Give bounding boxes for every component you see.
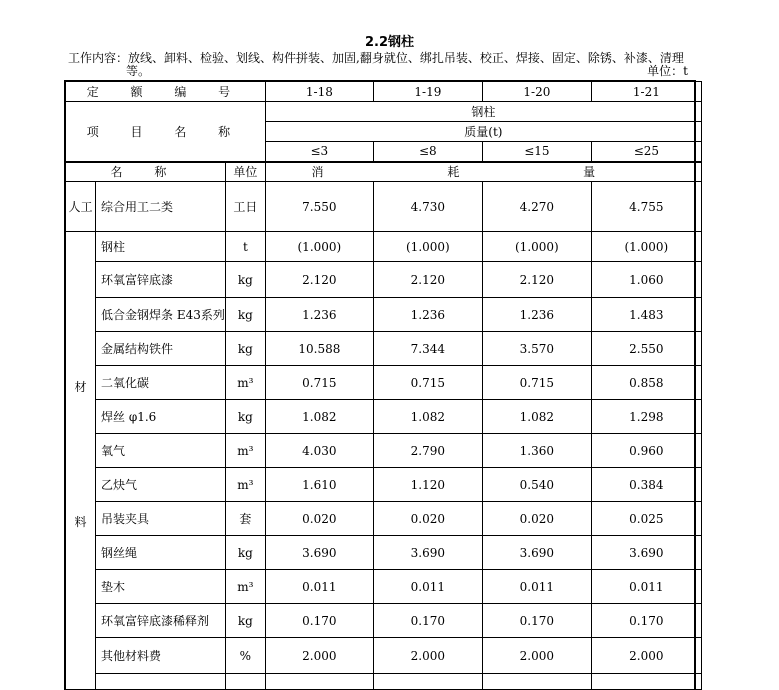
row-value: 3.690	[591, 536, 701, 570]
material-row	[66, 332, 702, 366]
col-name-header: 名 称	[66, 162, 226, 182]
row-value: 1.483	[591, 298, 701, 332]
row-value: 10.588	[265, 332, 373, 366]
row-value: 1.236	[482, 298, 591, 332]
quota-code: 1-20	[482, 82, 591, 102]
row-value: 0.025	[591, 502, 701, 536]
row-value: 2.550	[591, 332, 701, 366]
material-row	[66, 638, 702, 674]
material-row	[66, 400, 702, 434]
row-value: 4.730	[373, 182, 482, 232]
row-value: 1.298	[591, 400, 701, 434]
param-label: 质量(t)	[265, 122, 701, 142]
material-row	[66, 468, 702, 502]
row-value: 3.570	[482, 332, 591, 366]
row-value: 2.120	[265, 262, 373, 298]
param-value: ≤25	[591, 142, 701, 162]
item-name: 钢柱	[265, 102, 701, 122]
row-value: 0.715	[265, 366, 373, 400]
column-header-row	[66, 162, 702, 182]
row-unit: kg	[225, 604, 265, 638]
quota-table	[65, 81, 702, 690]
row-value: 2.000	[482, 638, 591, 674]
row-value: 1.236	[373, 298, 482, 332]
material-row	[66, 604, 702, 638]
row-name: 乙炔气	[96, 468, 226, 502]
labor-row	[66, 182, 702, 232]
material-group-label-top: 材	[74, 380, 87, 394]
work-content-line2: 等。	[126, 64, 151, 78]
row-value: 1.120	[373, 468, 482, 502]
row-unit: kg	[225, 400, 265, 434]
row-value: (1.000)	[265, 232, 373, 262]
labor-group-label: 人工	[66, 182, 96, 232]
material-row	[66, 502, 702, 536]
row-value: (1.000)	[591, 232, 701, 262]
row-unit: m³	[225, 434, 265, 468]
row-unit: m³	[225, 366, 265, 400]
material-group-label-bottom: 料	[74, 515, 87, 529]
row-value: 1.360	[482, 434, 591, 468]
row-value: (1.000)	[373, 232, 482, 262]
quota-code-row	[66, 82, 702, 102]
row-value: 0.011	[265, 570, 373, 604]
col-unit-header: 单位	[225, 162, 265, 182]
row-value: 2.790	[373, 434, 482, 468]
row-value: 2.120	[482, 262, 591, 298]
row-value: 0.020	[373, 502, 482, 536]
row-name: 二氧化碳	[96, 366, 226, 400]
row-unit: m³	[225, 570, 265, 604]
row-name: 焊丝 φ1.6	[96, 400, 226, 434]
quota-code: 1-18	[265, 82, 373, 102]
row-name: 金属结构铁件	[96, 332, 226, 366]
row-value: 0.020	[265, 502, 373, 536]
row-value: 1.236	[265, 298, 373, 332]
row-name: 环氧富锌底漆	[96, 262, 226, 298]
row-value: 7.344	[373, 332, 482, 366]
quota-code: 1-19	[373, 82, 482, 102]
row-unit: 套	[225, 502, 265, 536]
row-value: 0.011	[591, 570, 701, 604]
row-value: 0.715	[482, 366, 591, 400]
row-value: 3.690	[265, 536, 373, 570]
param-value: ≤8	[373, 142, 482, 162]
row-value: 0.011	[482, 570, 591, 604]
row-value: 4.270	[482, 182, 591, 232]
work-content-line2-row	[68, 65, 688, 78]
row-value: 1.082	[373, 400, 482, 434]
quota-label: 定 额 编 号	[66, 82, 266, 102]
row-value: 0.011	[373, 570, 482, 604]
row-value: 0.858	[591, 366, 701, 400]
row-unit: kg	[225, 332, 265, 366]
row-value: 0.715	[373, 366, 482, 400]
row-value: 0.384	[591, 468, 701, 502]
row-value: 2.000	[265, 638, 373, 674]
col-consume-header: 消 耗 量	[265, 162, 701, 182]
row-value: 4.030	[265, 434, 373, 468]
param-value: ≤3	[265, 142, 373, 162]
row-value: 0.170	[265, 604, 373, 638]
row-name: 吊装夹具	[96, 502, 226, 536]
row-name: 氧气	[96, 434, 226, 468]
row-value: 0.170	[591, 604, 701, 638]
row-value: 0.540	[482, 468, 591, 502]
row-name: 垫木	[96, 570, 226, 604]
row-value: 0.170	[373, 604, 482, 638]
row-value: 4.755	[591, 182, 701, 232]
row-name: 钢丝绳	[96, 536, 226, 570]
row-value: 3.690	[373, 536, 482, 570]
row-value: 1.082	[265, 400, 373, 434]
quota-code: 1-21	[591, 82, 701, 102]
param-value: ≤15	[482, 142, 591, 162]
row-value: 2.000	[373, 638, 482, 674]
row-value: 0.170	[482, 604, 591, 638]
row-value: 1.082	[482, 400, 591, 434]
row-value: (1.000)	[482, 232, 591, 262]
item-name-row	[66, 102, 702, 122]
row-unit: %	[225, 638, 265, 674]
row-value: 7.550	[265, 182, 373, 232]
row-value: 0.020	[482, 502, 591, 536]
row-value: 0.960	[591, 434, 701, 468]
unit-label: 单位：t	[647, 64, 688, 78]
material-row	[66, 232, 702, 262]
row-value: 2.000	[591, 638, 701, 674]
row-value: 3.690	[482, 536, 591, 570]
row-value: 1.610	[265, 468, 373, 502]
material-row	[66, 262, 702, 298]
work-content-line1: 工作内容：放线、卸料、检验、划线、构件拼装、加固,翻身就位、绑扎吊装、校正、焊接、固定、除锈、补漆、清理	[68, 51, 684, 65]
page-title: 2.2钢柱	[364, 35, 415, 50]
item-label: 项 目 名 称	[66, 102, 266, 162]
row-name: 环氧富锌底漆稀释剂	[96, 604, 226, 638]
row-name: 其他材料费	[96, 638, 226, 674]
row-value: 1.060	[591, 262, 701, 298]
row-unit: t	[225, 232, 265, 262]
material-group-label	[66, 232, 96, 690]
material-row	[66, 366, 702, 400]
row-unit: 工日	[225, 182, 265, 232]
row-value: 2.120	[373, 262, 482, 298]
material-row	[66, 298, 702, 332]
row-unit: m³	[225, 468, 265, 502]
material-row	[66, 434, 702, 468]
row-unit: kg	[225, 262, 265, 298]
row-unit: kg	[225, 536, 265, 570]
row-name: 综合用工二类	[96, 182, 226, 232]
row-unit: kg	[225, 298, 265, 332]
row-name: 钢柱	[96, 232, 226, 262]
material-row	[66, 536, 702, 570]
work-content	[68, 52, 688, 78]
material-row	[66, 570, 702, 604]
row-name: 低合金钢焊条 E43系列	[96, 298, 226, 332]
